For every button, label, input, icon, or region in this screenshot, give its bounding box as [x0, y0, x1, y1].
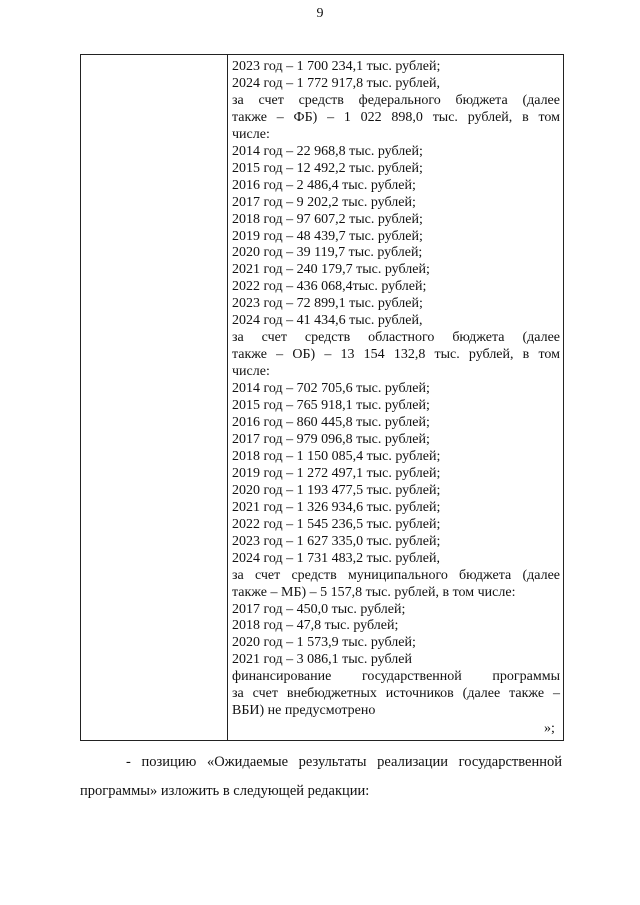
funding-line: 2015 год – 765 918,1 тыс. рублей; [232, 398, 430, 414]
funding-line: 2020 год – 1 193 477,5 тыс. рублей; [232, 482, 441, 498]
page-number: 9 [316, 6, 324, 21]
closing-quote: »; [544, 721, 555, 736]
funding-line: 2014 год – 702 705,6 тыс. рублей; [232, 381, 430, 397]
funding-line: 2021 год – 3 086,1 тыс. рублей [232, 652, 412, 668]
funding-line: 2017 год – 450,0 тыс. рублей; [232, 601, 406, 617]
funding-line: за счет средств федерального бюджета (далее [232, 92, 560, 108]
funding-line: 2020 год – 39 119,7 тыс. рублей; [232, 245, 423, 261]
funding-line: 2024 год – 41 434,6 тыс. рублей, [232, 313, 423, 329]
funding-line: 2016 год – 860 445,8 тыс. рублей; [232, 415, 430, 431]
funding-line: также – ФБ) – 1 022 898,0 тыс. рублей, в том [232, 109, 560, 125]
funding-line: 2017 год – 979 096,8 тыс. рублей; [232, 431, 430, 447]
funding-line: за счет внебюджетных источников (далее также – [232, 686, 560, 702]
funding-line: также – ОБ) – 13 154 132,8 тыс. рублей, в том [232, 347, 560, 363]
funding-line: 2015 год – 12 492,2 тыс. рублей; [232, 160, 423, 176]
funding-line: 2023 год – 1 700 234,1 тыс. рублей; [232, 59, 441, 74]
paragraph-line-1: - позицию «Ожидаемые результаты реализации государственной [126, 754, 562, 770]
paragraph-line-2: программы» изложить в следующей редакции: [80, 783, 370, 799]
funding-line: 2018 год – 47,8 тыс. рублей; [232, 618, 399, 634]
funding-line: 2019 год – 1 272 497,1 тыс. рублей; [232, 465, 441, 481]
funding-line: 2017 год – 9 202,2 тыс. рублей; [232, 194, 416, 210]
funding-line: 2024 год – 1 772 917,8 тыс. рублей, [232, 75, 440, 91]
funding-line: 2014 год – 22 968,8 тыс. рублей; [232, 143, 423, 159]
funding-line: 2023 год – 72 899,1 тыс. рублей; [232, 296, 423, 312]
funding-line: 2023 год – 1 627 335,0 тыс. рублей; [232, 533, 441, 549]
funding-line: 2022 год – 1 545 236,5 тыс. рублей; [232, 516, 441, 532]
funding-line: числе: [232, 126, 270, 142]
funding-line: 2019 год – 48 439,7 тыс. рублей; [232, 228, 423, 244]
funding-line: 2021 год – 1 326 934,6 тыс. рублей; [232, 499, 441, 515]
funding-line: 2021 год – 240 179,7 тыс. рублей; [232, 262, 430, 278]
funding-line: финансирование государственной программы [232, 669, 560, 685]
funding-line: за счет средств муниципального бюджета (далее [232, 567, 560, 583]
funding-line: 2024 год – 1 731 483,2 тыс. рублей, [232, 550, 440, 566]
funding-line: 2022 год – 436 068,4тыс. рублей; [232, 279, 427, 295]
funding-line: 2016 год – 2 486,4 тыс. рублей; [232, 177, 416, 193]
funding-line: 2018 год – 1 150 085,4 тыс. рублей; [232, 448, 441, 464]
funding-cell [232, 59, 560, 720]
column-divider [227, 55, 228, 740]
funding-line: числе: [232, 364, 270, 380]
funding-line: 2018 год – 97 607,2 тыс. рублей; [232, 211, 423, 227]
funding-line: 2020 год – 1 573,9 тыс. рублей; [232, 635, 416, 651]
funding-line: также – МБ) – 5 157,8 тыс. рублей, в том числе: [232, 584, 516, 600]
funding-line: ВБИ) не предусмотрено [232, 703, 376, 719]
funding-table [80, 54, 564, 741]
funding-line: за счет средств областного бюджета (далее [232, 330, 560, 346]
